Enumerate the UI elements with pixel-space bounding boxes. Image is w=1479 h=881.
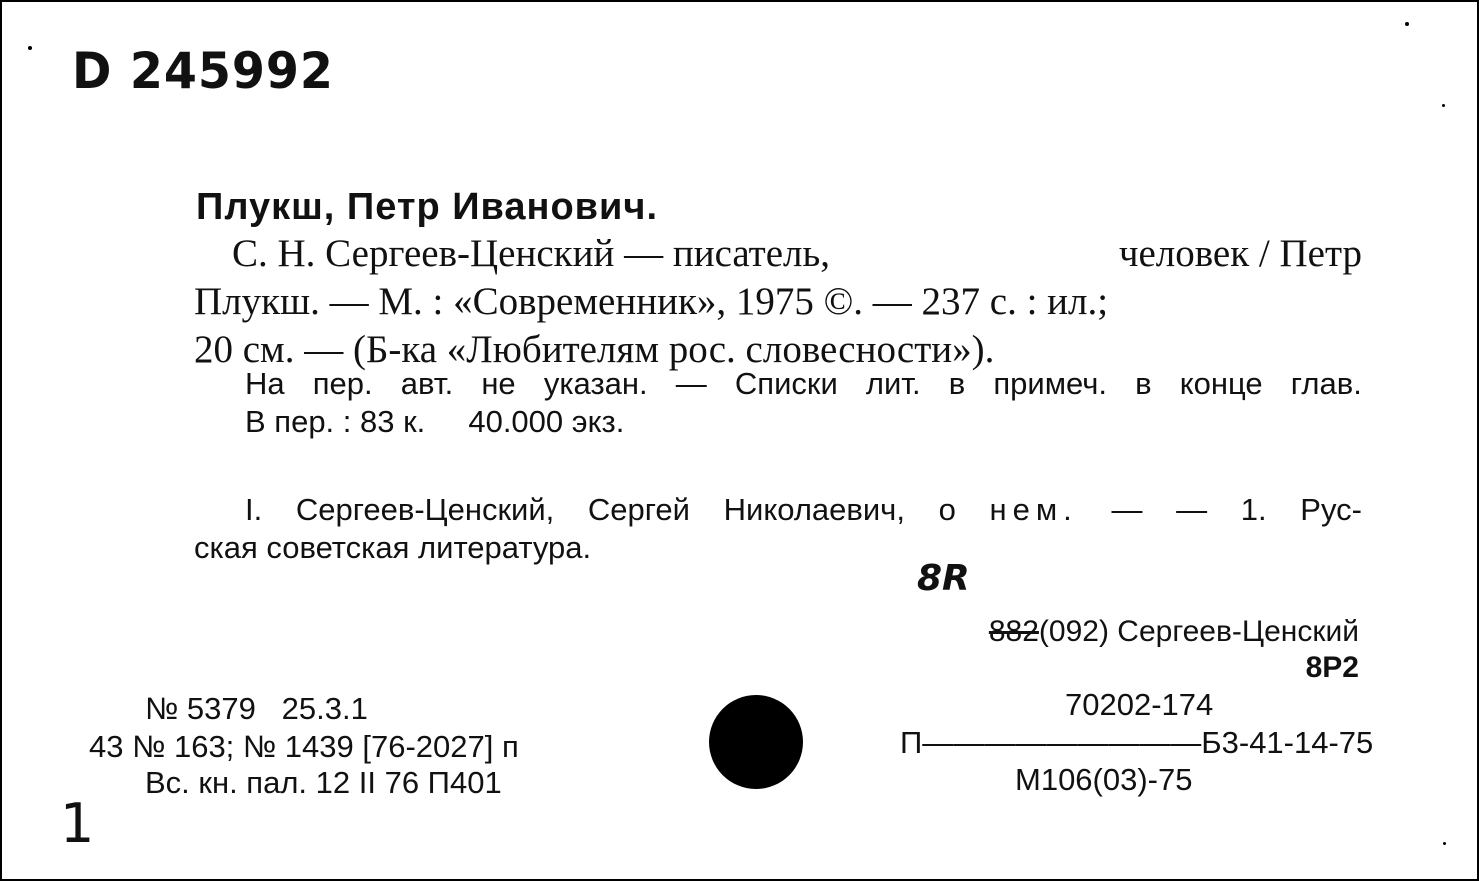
registry-line-2: 43 № 163; № 1439 [76-2027] п bbox=[89, 729, 519, 764]
classification-line bbox=[989, 615, 1359, 649]
title-line-3-text: 20 см. — (Б-ка «Любителям рос. словесности»). bbox=[194, 328, 995, 371]
speck-mark bbox=[1443, 842, 1446, 845]
author-heading: Плукш, Петр Иванович. bbox=[196, 186, 659, 228]
note-word: глав. bbox=[1290, 366, 1362, 401]
note-word: указан. bbox=[543, 366, 648, 401]
speck-mark bbox=[28, 46, 32, 50]
subject-word: нем. bbox=[989, 492, 1078, 527]
subject-word: 1. bbox=[1240, 492, 1267, 527]
note-word: не bbox=[481, 366, 516, 401]
speck-mark bbox=[1405, 22, 1409, 26]
note-line-1 bbox=[245, 366, 1362, 402]
handwritten-number: 1 bbox=[60, 792, 95, 855]
price-code-line-1: 70202-174 bbox=[1065, 687, 1214, 722]
subject-word: I. bbox=[245, 492, 263, 527]
note-word: — bbox=[675, 366, 707, 401]
registry-line-3: Вс. кн. пал. 12 II 76 П401 bbox=[145, 765, 502, 800]
title-line-2 bbox=[194, 278, 1362, 326]
note-word: в bbox=[948, 366, 966, 401]
cutter-number: 8Р2 bbox=[1305, 651, 1359, 684]
note-word: авт. bbox=[400, 366, 454, 401]
note-word: пер. bbox=[312, 366, 373, 401]
subject-word: Николаевич, bbox=[723, 492, 905, 527]
punched-hole bbox=[709, 695, 803, 789]
subject-word: — bbox=[1111, 492, 1143, 527]
title-line-1-part-b: человек / Петр bbox=[1118, 232, 1362, 275]
note-word: примеч. bbox=[993, 366, 1108, 401]
title-block bbox=[194, 230, 1362, 374]
note-line-2: В пер. : 83 к. 40.000 экз. bbox=[245, 404, 625, 439]
note-word: в bbox=[1135, 366, 1152, 401]
note-word: лит. bbox=[865, 366, 921, 401]
subject-word: — bbox=[1176, 492, 1208, 527]
title-line-2-text: Плукш. — М. : «Современник», 1975 ©. — 237 с. : ил.; bbox=[194, 280, 1109, 323]
note-word: конце bbox=[1179, 366, 1263, 401]
classification-rest: (092) Сергеев-Ценский bbox=[1038, 615, 1359, 648]
registry-line-1: № 5379 25.3.1 bbox=[145, 691, 368, 726]
catalog-number: D 245992 bbox=[72, 42, 334, 100]
subject-word: Сергей bbox=[587, 492, 690, 527]
price-code-line-2: П—————————Б3-41-14-75 bbox=[900, 725, 1374, 760]
title-line-1 bbox=[194, 230, 1362, 278]
subject-word: Сергеев-Ценский, bbox=[295, 492, 555, 527]
title-line-1-part-a: С. Н. Сергеев-Ценский — писатель, bbox=[232, 232, 831, 275]
subject-line-1 bbox=[245, 492, 1362, 528]
subject-word: Рус- bbox=[1300, 492, 1362, 527]
subject-word: о bbox=[938, 492, 956, 527]
classification-struck: 882 bbox=[988, 615, 1039, 648]
speck-mark bbox=[1442, 104, 1445, 107]
note-word: Списки bbox=[734, 366, 838, 401]
note-word: На bbox=[245, 366, 285, 401]
price-code-line-3: М106(03)-75 bbox=[1015, 762, 1193, 797]
handwritten-mark: 8R bbox=[917, 558, 970, 599]
subject-line-2: ская советская литература. bbox=[194, 530, 592, 565]
